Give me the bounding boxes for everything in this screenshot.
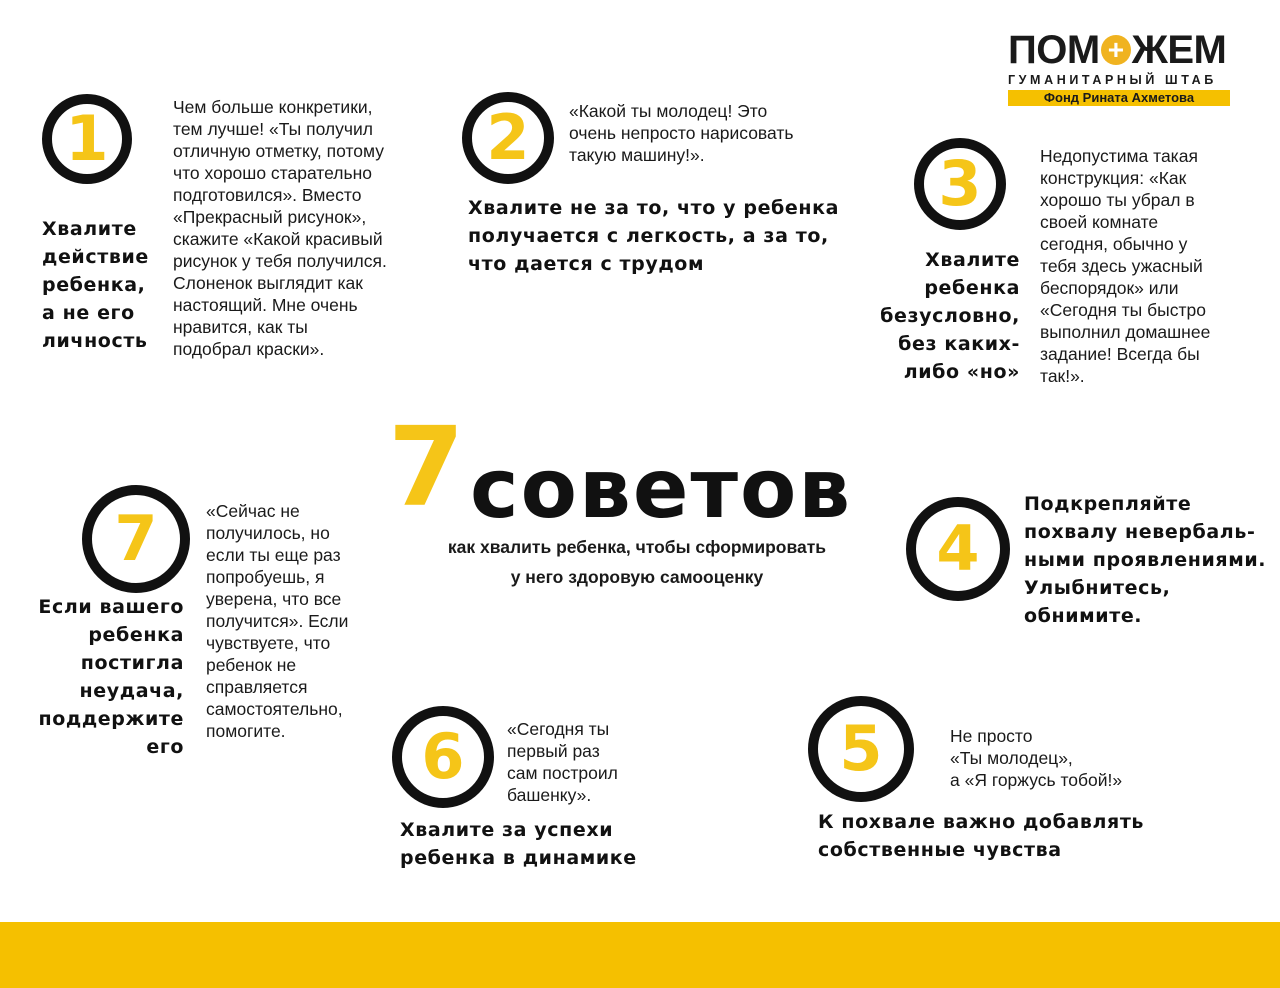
tip-5-text: Не просто «Ты молодец», а «Я горжусь тобой!» (950, 726, 1123, 790)
tip-6-circle (392, 706, 494, 808)
tip-2-circle (462, 92, 554, 184)
tip-7-number: 7 (114, 502, 158, 575)
tip-5-number: 5 (839, 712, 883, 785)
tip-7-text: «Сейчас не получилось, но если ты еще раз попробуешь, я уверена, что все получится». Если чувствуете, что ребенок не справляется самостоятельно, помогите. (206, 501, 349, 741)
tip-5-headline: К похвале важно добавлять собственные чувства (818, 811, 1145, 861)
logo (1008, 30, 1230, 106)
tip-2-number: 2 (486, 101, 530, 174)
tip-3-text: Недопустима такая конструкция: «Как хорошо ты убрал в своей комнате сегодня, обычно у тебя здесь ужасный беспорядок» или «Сегодня ты быстро выполнил домашнее задание! Всегда бы так!». (1040, 146, 1211, 386)
tip-4-number: 4 (936, 512, 980, 585)
tip-4-circle (906, 497, 1010, 601)
tip-5-circle (808, 696, 914, 802)
plus-icon: + (1101, 35, 1131, 65)
logo-title-right: ЖЕМ (1131, 28, 1227, 72)
logo-title (1008, 30, 1230, 70)
title-word: советов (470, 442, 853, 537)
logo-title-left: ПОМ (1008, 28, 1100, 72)
tip-3-headline: Хвалите ребенка безусловно, без каких- либо «но» (880, 249, 1020, 383)
logo-fund: Фонд Рината Ахметова (1008, 90, 1230, 106)
tip-1-circle (42, 94, 132, 184)
tip-3-circle (914, 138, 1006, 230)
title-number: 7 (388, 403, 465, 531)
tip-6-number: 6 (421, 720, 465, 793)
tip-6-text: «Сегодня ты первый раз сам построил башенку». (507, 719, 618, 805)
tip-7-circle (82, 485, 190, 593)
tip-3-number: 3 (938, 147, 982, 220)
tip-2-headline: Хвалите не за то, что у ребенка получается с легкость, а за то, что дается с трудом (468, 197, 840, 275)
tip-1-text: Чем больше конкретики, тем лучше! «Ты получил отличную отметку, потому что хорошо старательно подготовился». Вместо «Прекрасный рисунок», скажите «Какой красивый рисунок у тебя получился. Слоненок выглядит как настоящий. Мне очень нравится, как ты подобрал краски». (173, 97, 387, 359)
footer-bar (0, 922, 1280, 988)
tip-1-number: 1 (65, 102, 109, 175)
tip-1-headline: Хвалите действие ребенка, а не его личность (42, 218, 149, 352)
tip-6-headline: Хвалите за успехи ребенка в динамике (400, 819, 637, 869)
tip-2-text: «Какой ты молодец! Это очень непросто нарисовать такую машину!». (569, 101, 794, 165)
title-subtitle: как хвалить ребенка, чтобы сформировать у него здоровую самооценку (447, 537, 827, 587)
tip-7-headline: Если вашего ребенка постигла неудача, поддержите его (38, 596, 184, 758)
logo-subtitle: ГУМАНИТАРНЫЙ ШТАБ (1008, 73, 1217, 87)
tip-4-headline: Подкрепляйте похвалу невербаль- ными проявлениями. Улыбнитесь, обнимите. (1024, 493, 1267, 627)
